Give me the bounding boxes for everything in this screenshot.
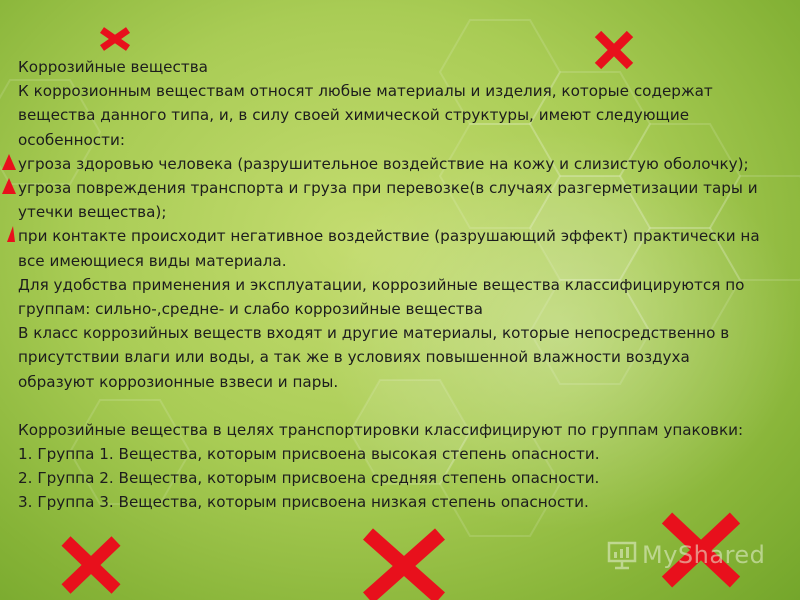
triangle-bullet-icon-3 xyxy=(7,226,15,242)
red-cross-icon-bottom-left xyxy=(60,536,122,594)
packing-group-item: 3. Группа 3. Вещества, которым присвоена низкая степень опасности. xyxy=(18,493,589,512)
text-line: особенности: xyxy=(18,130,125,149)
text-line: все имеющиеся виды материала. xyxy=(18,251,287,270)
red-cross-icon-bottom-center xyxy=(360,528,448,600)
spacer xyxy=(18,394,793,418)
bullet-line: угроза здоровью человека (разрушительное воздействие на кожу и слизистую оболочку); xyxy=(18,154,749,173)
presentation-board-icon xyxy=(606,540,638,570)
packing-group-item: 1. Группа 1. Вещества, которым присвоена высокая степень опасности. xyxy=(18,445,600,464)
bullet-line: угроза повреждения транспорта и груза при перевозке(в случаях разгерметизации тары и xyxy=(18,179,758,198)
packing-group-item: 2. Группа 2. Вещества, которым присвоена средняя степень опасности. xyxy=(18,469,600,488)
text-line: группам: сильно-,средне- и слабо коррозийные вещества xyxy=(18,300,483,319)
text-line: К коррозионным веществам относят любые материалы и изделия, которые содержат xyxy=(18,82,713,101)
text-line: вещества данного типа, и, в силу своей химической структуры, имеют следующие xyxy=(18,106,690,125)
logo-text: MyShared xyxy=(642,541,766,569)
slide-title: Коррозийные вещества xyxy=(18,58,208,76)
triangle-bullet-icon-1 xyxy=(2,154,16,170)
text-line: утечки вещества); xyxy=(18,203,167,222)
packing-intro: Коррозийные вещества в целях транспортировки классифицируют по группам упаковки: xyxy=(18,420,744,439)
triangle-bullet-icon-2 xyxy=(2,178,16,194)
text-line: Для удобства применения и эксплуатации, коррозийные вещества классифицируются по xyxy=(18,275,745,294)
watermark-logo xyxy=(606,538,765,572)
text-line: образуют коррозионные взвеси и пары. xyxy=(18,372,339,391)
text-line: В класс коррозийных веществ входят и другие материалы, которые непосредственно в xyxy=(18,324,730,343)
text-line: присутствии влаги или воды, а так же в условиях повышенной влажности воздуха xyxy=(18,348,690,367)
red-cross-icon-top-left xyxy=(99,27,131,51)
slide-text xyxy=(18,55,793,515)
bullet-line: при контакте происходит негативное воздействие (разрушающий эффект) практически на xyxy=(18,227,760,246)
